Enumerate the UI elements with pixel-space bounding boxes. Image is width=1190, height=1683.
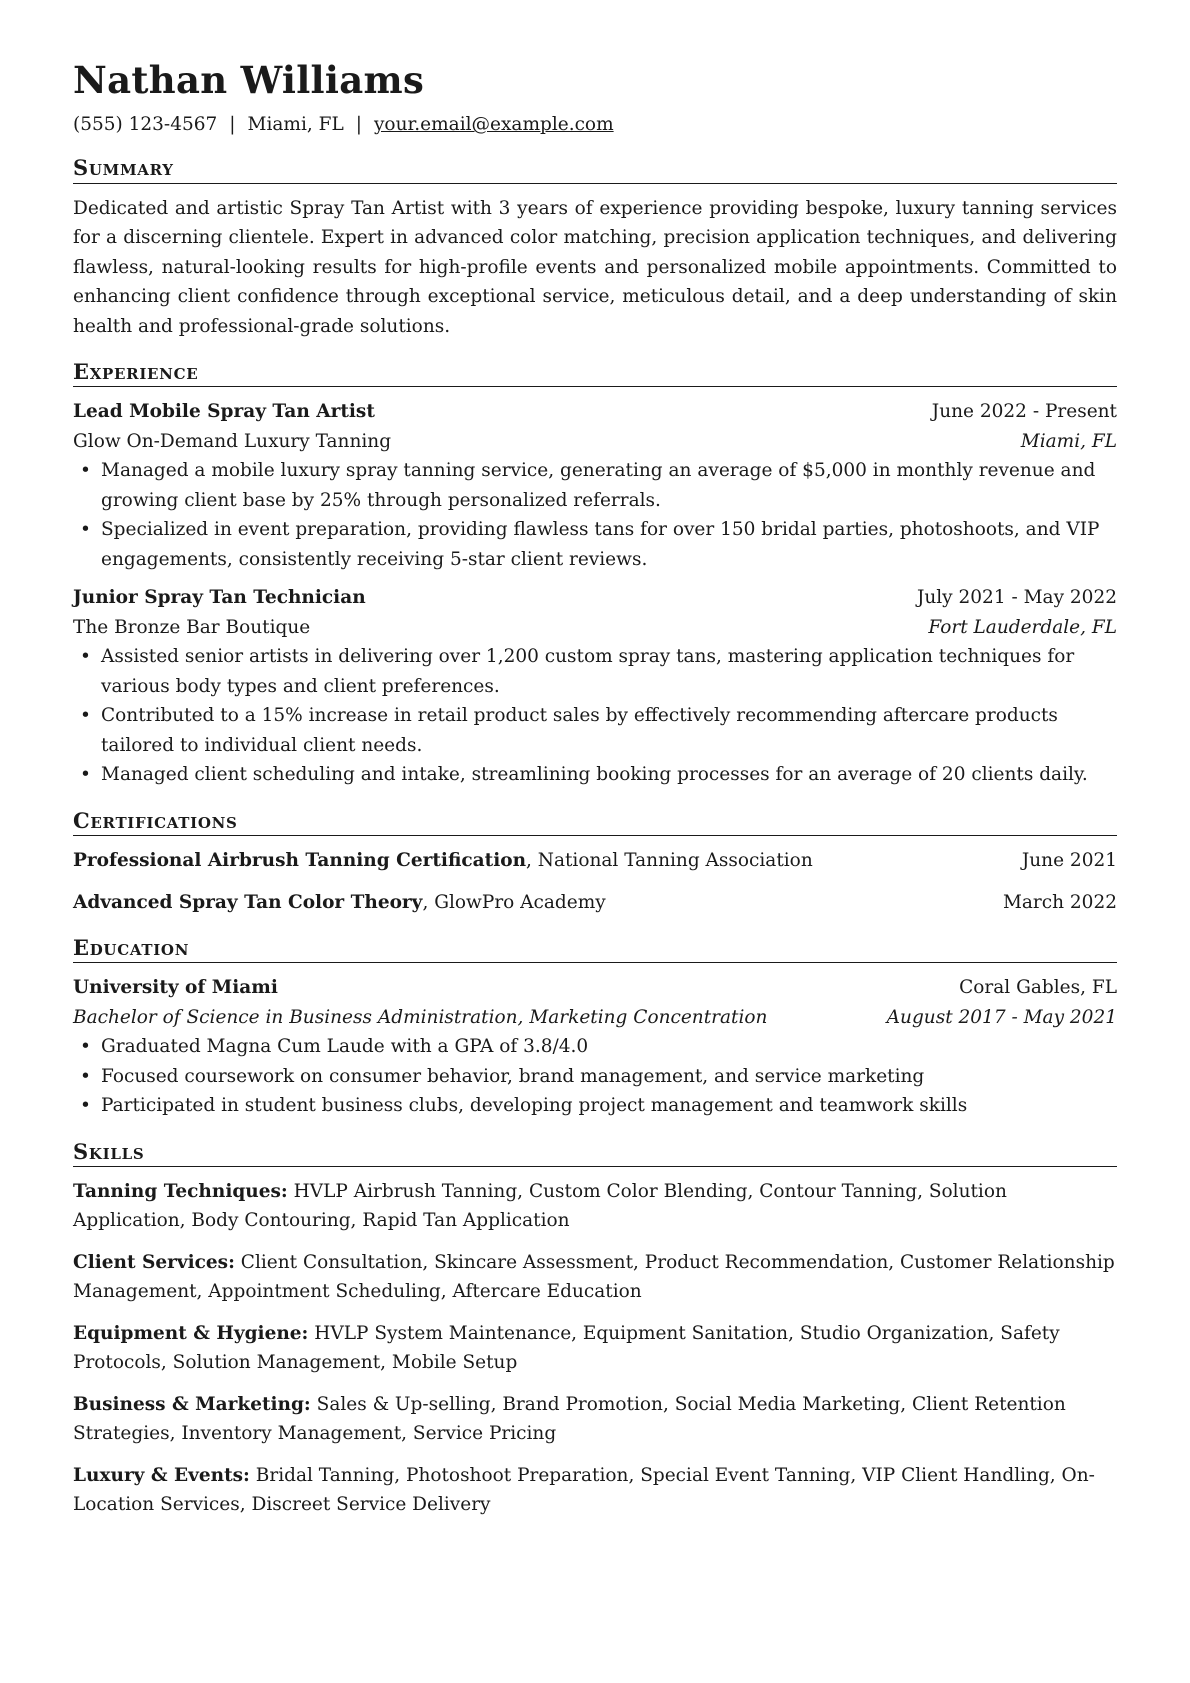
contact-separator: | xyxy=(229,114,236,136)
certification-issuer: , GlowPro Academy xyxy=(422,891,606,913)
skill-group-label: Client Services: xyxy=(73,1251,235,1273)
list-item: • Focused coursework on consumer behavior, brand management, and service marketing xyxy=(73,1062,1117,1092)
certification-text xyxy=(73,888,606,918)
certification-name: Professional Airbrush Tanning Certification xyxy=(73,850,527,871)
list-item: • Specialized in event preparation, providing flawless tans for over 150 bridal parties, photoshoots, and VIP engagements, consistently receiving 5-star client reviews. xyxy=(73,515,1117,574)
list-item: • Managed a mobile luxury spray tanning service, generating an average of $5,000 in monthly revenue and growing client base by 25% through personalized referrals. xyxy=(73,456,1117,515)
section-title-education: Education xyxy=(73,935,1117,963)
email-link[interactable]: your.email@example.com xyxy=(373,114,614,136)
certification-name: Advanced Spray Tan Color Theory xyxy=(73,891,423,913)
list-item: • Assisted senior artists in delivering over 1,200 custom spray tans, mastering application techniques for various body types and client preferences. xyxy=(73,642,1117,701)
job-company-row xyxy=(73,613,1117,643)
skill-group-text: Client Consultation, Skincare Assessment, Product Recommendation, Customer Relationship Management, Appointment Scheduling, Aftercare Education xyxy=(73,1251,1115,1303)
skill-group-label: Luxury & Events: xyxy=(73,1464,250,1486)
certification-date: June 2021 xyxy=(1021,850,1117,871)
contact-line xyxy=(73,113,1117,137)
section-title-certifications: Certifications xyxy=(73,808,1117,836)
job-header-row xyxy=(73,397,1117,427)
certification-issuer: , National Tanning Association xyxy=(526,850,813,871)
certification-text xyxy=(73,846,813,876)
education-degree-row xyxy=(73,1003,1117,1033)
section-title-skills: Skills xyxy=(73,1139,1117,1167)
job-company: The Bronze Bar Boutique xyxy=(73,616,311,638)
skill-group xyxy=(73,1461,1117,1520)
skill-group-text: HVLP Airbrush Tanning, Custom Color Blending, Contour Tanning, Solution Application, Body Contouring, Rapid Tan Application xyxy=(73,1180,1007,1232)
skill-group xyxy=(73,1390,1117,1449)
education-header-row xyxy=(73,973,1117,1003)
skill-group-text: Sales & Up-selling, Brand Promotion, Social Media Marketing, Client Retention Strategies, Inventory Management, Service Pricing xyxy=(73,1393,1066,1445)
summary-text: Dedicated and artistic Spray Tan Artist with 3 years of experience providing bespoke, luxury tanning services for a discerning clientele. Expert in advanced color matching, precision application techniques, and delivering flawless, natural-looking results for high-profile events and personalized mobile appointments. Committed to enhancing client confidence through exceptional service, meticulous detail, and a deep understanding of skin health and professional-grade solutions. xyxy=(73,197,1117,337)
certification-row xyxy=(73,846,1117,876)
skill-group xyxy=(73,1177,1117,1236)
skill-group xyxy=(73,1248,1117,1307)
skill-group-label: Business & Marketing: xyxy=(73,1393,311,1415)
job-role: Junior Spray Tan Technician xyxy=(73,587,366,609)
skill-group-label: Tanning Techniques: xyxy=(73,1180,288,1202)
job-company-row xyxy=(73,427,1117,457)
skill-group-label: Equipment & Hygiene: xyxy=(73,1322,309,1344)
certification-row xyxy=(73,888,1117,918)
job-entry xyxy=(73,583,1117,790)
education-dates: August 2017 - May 2021 xyxy=(886,1006,1117,1028)
certification-date: March 2022 xyxy=(1002,891,1117,913)
job-dates: June 2022 - Present xyxy=(931,401,1117,423)
list-item: • Contributed to a 15% increase in retail product sales by effectively recommending aftercare products tailored to individual client needs. xyxy=(73,701,1117,760)
list-item: • Managed client scheduling and intake, streamlining booking processes for an average of 20 clients daily. xyxy=(73,760,1117,790)
job-dates: July 2021 - May 2022 xyxy=(916,587,1117,609)
list-item: • Participated in student business clubs, developing project management and teamwork skills xyxy=(73,1091,1117,1121)
job-role: Lead Mobile Spray Tan Artist xyxy=(73,401,375,423)
job-entry xyxy=(73,397,1117,574)
degree: Bachelor of Science in Business Administration, Marketing Concentration xyxy=(73,1006,768,1028)
job-bullets xyxy=(73,642,1117,790)
job-company: Glow On-Demand Luxury Tanning xyxy=(73,430,392,452)
education-bullets xyxy=(73,1032,1117,1121)
school-location: Coral Gables, FL xyxy=(959,977,1117,999)
section-title-summary: Summary xyxy=(73,155,1117,183)
list-item: • Graduated Magna Cum Laude with a GPA of 3.8/4.0 xyxy=(73,1032,1117,1062)
skill-group-text: HVLP System Maintenance, Equipment Sanitation, Studio Organization, Safety Protocols, Solution Management, Mobile Setup xyxy=(73,1322,1060,1374)
job-location: Miami, FL xyxy=(1020,430,1117,452)
skill-group xyxy=(73,1319,1117,1378)
section-title-experience: Experience xyxy=(73,359,1117,387)
location: Miami, FL xyxy=(247,114,344,136)
job-location: Fort Lauderdale, FL xyxy=(928,616,1117,638)
skill-group-text: Bridal Tanning, Photoshoot Preparation, Special Event Tanning, VIP Client Handling, On-Location Services, Discreet Service Delivery xyxy=(73,1464,1095,1516)
phone-number: (555) 123-4567 xyxy=(73,114,218,136)
school-name: University of Miami xyxy=(73,977,278,999)
job-header-row xyxy=(73,583,1117,613)
contact-separator: | xyxy=(355,114,362,136)
job-bullets xyxy=(73,456,1117,574)
candidate-name: Nathan Williams xyxy=(73,58,425,102)
